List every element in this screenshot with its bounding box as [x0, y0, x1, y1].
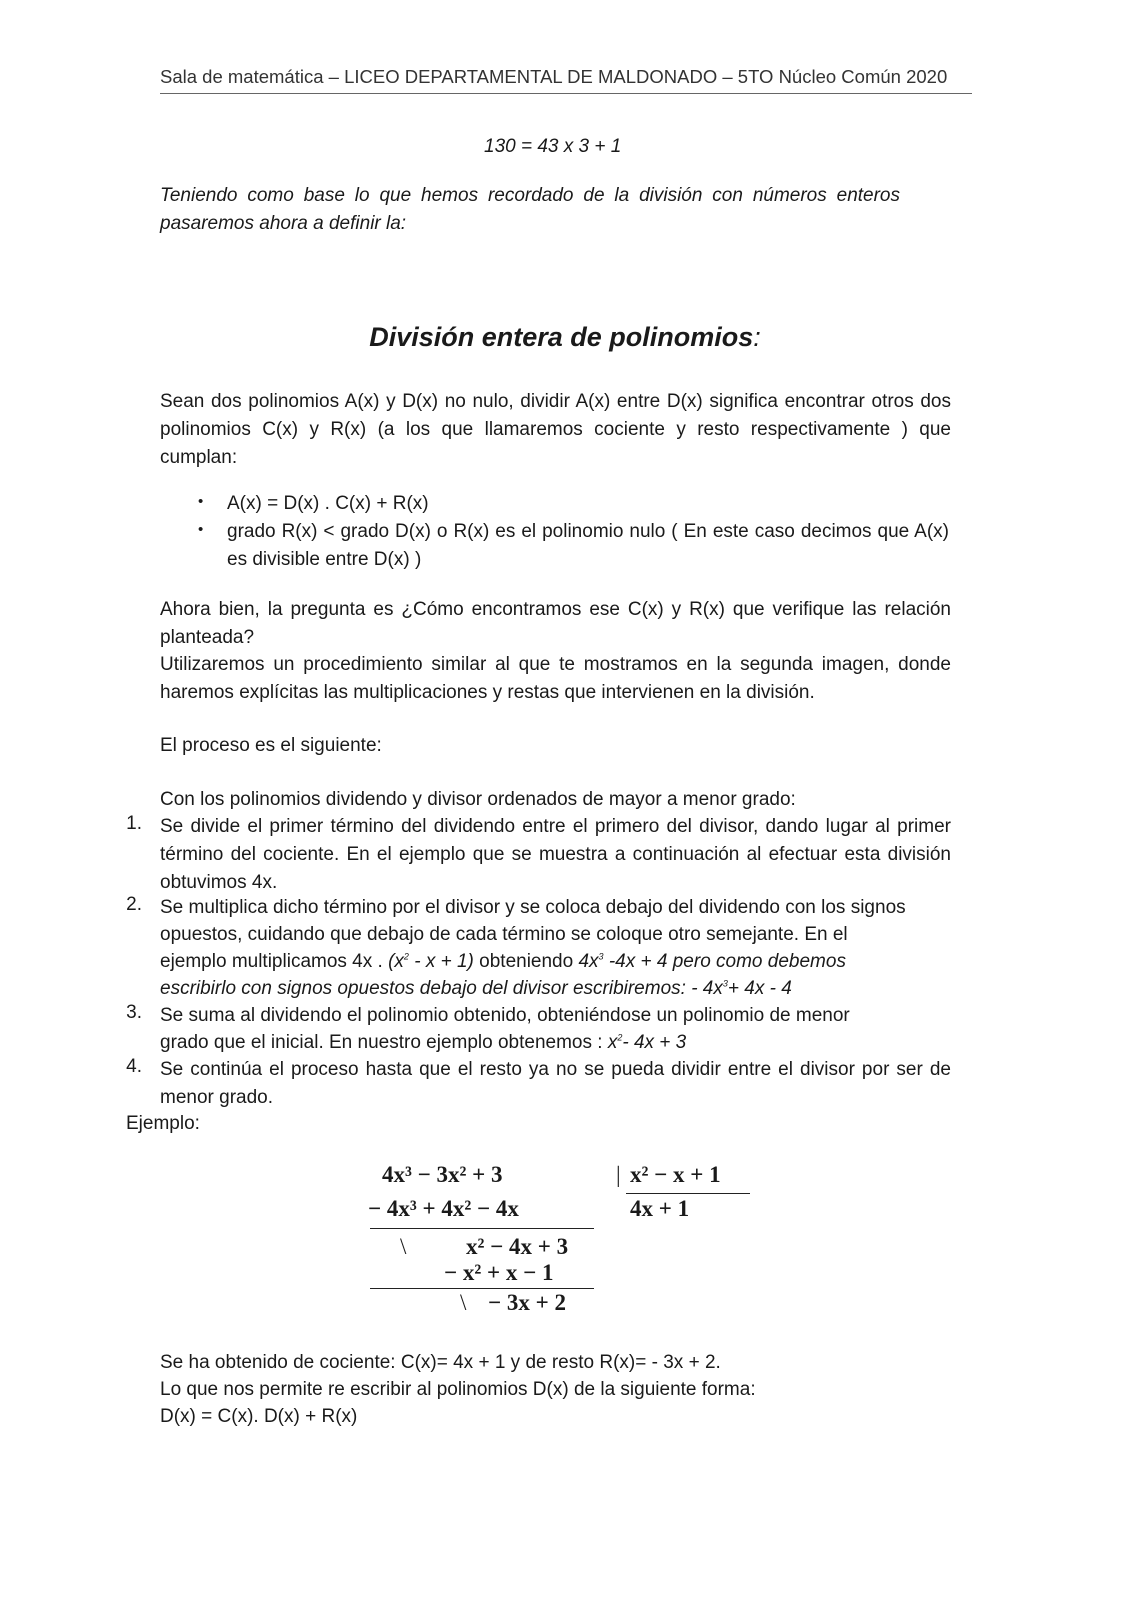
expr-part: escribirlo con signos opuestos debajo del divisor escribiremos: - 4x: [160, 978, 723, 999]
procedure-paragraph: Utilizaremos un procedimiento similar al que te mostramos en la segunda imagen, donde haremos explícitas las multiplicaciones y restas que intervienen en la división.: [160, 654, 951, 703]
equation-top: 130 = 43 x 3 + 1: [484, 136, 622, 157]
intro-paragraph: Teniendo como base lo que hemos recordado de la división con números enteros pasaremos ahora a definir la:: [160, 185, 900, 234]
cancel-mark: \: [460, 1290, 467, 1315]
step-1-text: Se divide el primer término del dividendo entre el primero del divisor, dando lugar al primer término del cociente. En el ejemplo que se muestra a continuación al efectuar esta división obtuvimos 4x.: [160, 816, 951, 893]
step-2-product-expr: [578, 951, 845, 972]
step-2-line: [160, 948, 846, 976]
step-2-line: Se multiplica dicho término por el divisor y se coloca debajo del dividendo con los signos: [160, 897, 906, 918]
divisor: x² − x + 1: [630, 1162, 721, 1187]
exponent: 2: [617, 1032, 623, 1043]
step-3-text: grado que el inicial. En nuestro ejemplo obtenemos :: [160, 1032, 608, 1053]
bullet-item: grado R(x) < grado D(x) o R(x) es el polinomio nulo ( En este caso decimos que A(x) es divisible entre D(x) ): [227, 521, 949, 570]
expr-part: - x + 1): [408, 951, 474, 972]
title-text: División entera de polinomios: [369, 322, 754, 352]
exponent: 3: [722, 978, 728, 989]
page-header: Sala de matemática – LICEO DEPARTAMENTAL DE MALDONADO – 5TO Núcleo Común 2020: [160, 66, 972, 94]
sum-line-1: [370, 1228, 594, 1229]
step-3-line: Se suma al dividendo el polinomio obtenido, obteniéndose un polinomio de menor: [160, 1005, 850, 1026]
expr-part: x: [607, 1032, 618, 1053]
step-2-line: opuestos, cuidando que debajo de cada término se coloque otro semejante. En el: [160, 924, 848, 945]
step-3-line: [160, 1029, 686, 1057]
subtraction-row-2: − x² + x − 1: [444, 1260, 554, 1285]
result-line: Se ha obtenido de cociente: C(x)= 4x + 1 y de resto R(x)= - 3x + 2.: [160, 1352, 721, 1373]
expr-part: 4x: [578, 951, 599, 972]
exponent: 2: [403, 951, 409, 962]
dividend-row: 4x³ − 3x² + 3: [382, 1162, 503, 1187]
subtraction-row-1: − 4x³ + 4x² − 4x: [368, 1196, 519, 1221]
partial-remainder: x² − 4x + 3: [466, 1234, 569, 1259]
example-label: Ejemplo:: [126, 1113, 200, 1134]
bullet-dot: •: [198, 493, 204, 510]
step-2-line: [160, 975, 792, 1003]
bullet-item: A(x) = D(x) . C(x) + R(x): [227, 493, 429, 514]
step-number: 4.: [126, 1056, 142, 1077]
expr-part: -4x + 4 pero como debemos: [603, 951, 846, 972]
order-line: Con los polinomios dividendo y divisor ordenados de mayor a menor grado:: [160, 789, 796, 810]
step-3-expr: [608, 1032, 686, 1053]
final-remainder: − 3x + 2: [488, 1290, 566, 1315]
section-title: [0, 322, 1130, 353]
divisor-underline: [626, 1193, 750, 1194]
cancel-mark: \: [400, 1234, 407, 1259]
definition-paragraph: Sean dos polinomios A(x) y D(x) no nulo, dividir A(x) entre D(x) significa encontrar otros dos polinomios C(x) y R(x) (a los que llamaremos cociente y resto respectivamente ) que cumplan:: [160, 391, 951, 468]
quotient: 4x + 1: [630, 1196, 690, 1221]
expr-part: (x: [388, 951, 404, 972]
expr-part: + 4x - 4: [727, 978, 792, 999]
exponent: 3: [598, 951, 604, 962]
expr-part: - 4x + 3: [622, 1032, 687, 1053]
step-number: 2.: [126, 894, 142, 915]
step-number: 3.: [126, 1002, 142, 1023]
step-number: 1.: [126, 813, 142, 834]
bullet-dot: •: [198, 521, 204, 538]
sum-line-2: [370, 1288, 594, 1289]
process-heading: El proceso es el siguiente:: [160, 735, 382, 756]
step-2-text: ejemplo multiplicamos 4x .: [160, 951, 389, 972]
title-colon: :: [753, 322, 761, 352]
final-formula: D(x) = C(x). D(x) + R(x): [160, 1406, 358, 1427]
step-4-text: Se continúa el proceso hasta que el resto ya no se pueda dividir entre el divisor por ser de menor grado.: [160, 1059, 951, 1108]
step-2-divisor-expr: [388, 951, 474, 972]
division-bar-glyph: |: [616, 1162, 621, 1187]
rewrite-line: Lo que nos permite re escribir al polinomios D(x) de la siguiente forma:: [160, 1379, 756, 1400]
question-paragraph: Ahora bien, la pregunta es ¿Cómo encontramos ese C(x) y R(x) que verifique las relación planteada?: [160, 599, 951, 648]
step-2-text: obteniendo: [473, 951, 579, 972]
